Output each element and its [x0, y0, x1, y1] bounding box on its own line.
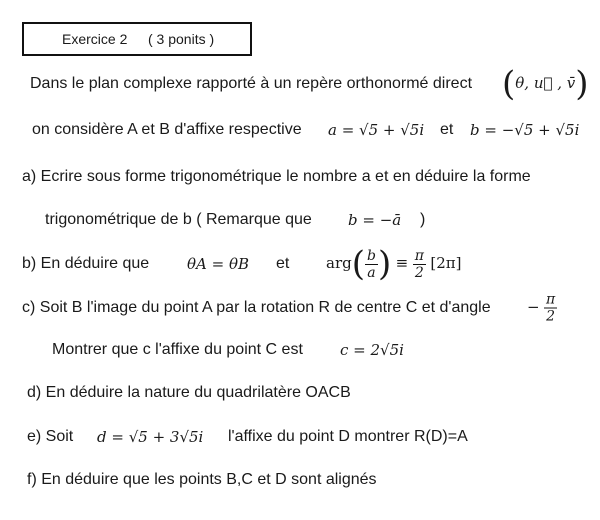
- arg-label: arg: [326, 254, 352, 273]
- question-a-text-2: trigonométrique de b ( Remarque que: [45, 211, 312, 228]
- conjunction: et: [276, 255, 290, 272]
- denominator: a: [367, 264, 376, 281]
- question-a: [0, 157, 600, 197]
- fraction-pi-over-2: [413, 248, 426, 281]
- affix-c: c = 2√5i: [340, 341, 404, 359]
- numerator: π: [546, 291, 556, 308]
- question-c-line-2: [0, 330, 600, 370]
- affix-b: b = −√5 + √5i: [470, 121, 580, 139]
- question-f: [0, 460, 600, 500]
- equal-distance-math: θA = θB: [187, 255, 250, 273]
- question-a-text: a) Ecrire sous forme trigonométrique le nombre a et en déduire la forme: [22, 168, 531, 185]
- equiv-sign: ≡: [395, 254, 409, 273]
- denominator: 2: [414, 264, 424, 281]
- question-e-text-2: l'affixe du point D montrer R(D)=A: [228, 428, 468, 445]
- fraction-b-over-a: [365, 248, 378, 281]
- conjunction: et: [440, 121, 454, 138]
- question-d: [0, 373, 600, 413]
- minus-sign: −: [527, 298, 540, 317]
- argument-math: arg( $\frac{b}{a}$ ) ≡ $\frac{\pi}{2}$ [2π]: [326, 244, 462, 284]
- exercise-header-box: [22, 22, 252, 56]
- affix-d: d = √5 + 3√5i: [97, 428, 204, 446]
- intro-text: Dans le plan complexe rapporté à un repère orthonormé direct: [30, 75, 473, 92]
- numerator: π: [414, 247, 424, 264]
- question-c-text-2: Montrer que c l'affixe du point C est: [52, 341, 303, 358]
- exercise-points: ( 3 ponits ): [148, 31, 215, 47]
- exercise-title: Exercice 2: [62, 31, 128, 47]
- question-a-line-2: [0, 200, 600, 240]
- frame-math: (θ, u⃗ , v̄): [502, 64, 589, 104]
- angle-math: [527, 292, 557, 325]
- modulo: [2π]: [430, 254, 462, 273]
- frame-vectors: θ, u⃗ , v̄: [515, 74, 576, 93]
- close-paren: ): [420, 211, 426, 228]
- question-c: [0, 288, 600, 328]
- intro-text-2: on considère A et B d'affixe respective: [32, 121, 302, 138]
- remark-math: b = −ā: [348, 211, 402, 229]
- intro-line-1: [0, 64, 600, 104]
- question-d-text: d) En déduire la nature du quadrilatère OACB: [27, 384, 351, 401]
- numerator: b: [366, 247, 376, 264]
- intro-line-2: [0, 110, 600, 150]
- question-f-text: f) En déduire que les points B,C et D sont alignés: [27, 471, 377, 488]
- question-e-text: e) Soit: [27, 428, 74, 445]
- question-b: [0, 244, 600, 284]
- denominator: 2: [546, 308, 556, 325]
- question-c-text: c) Soit B l'image du point A par la rotation R de centre C et d'angle: [22, 299, 491, 316]
- affix-a: a = √5 + √5i: [328, 121, 425, 139]
- fraction-pi-over-2: [544, 292, 557, 325]
- question-e: [0, 417, 600, 457]
- question-b-text: b) En déduire que: [22, 255, 150, 272]
